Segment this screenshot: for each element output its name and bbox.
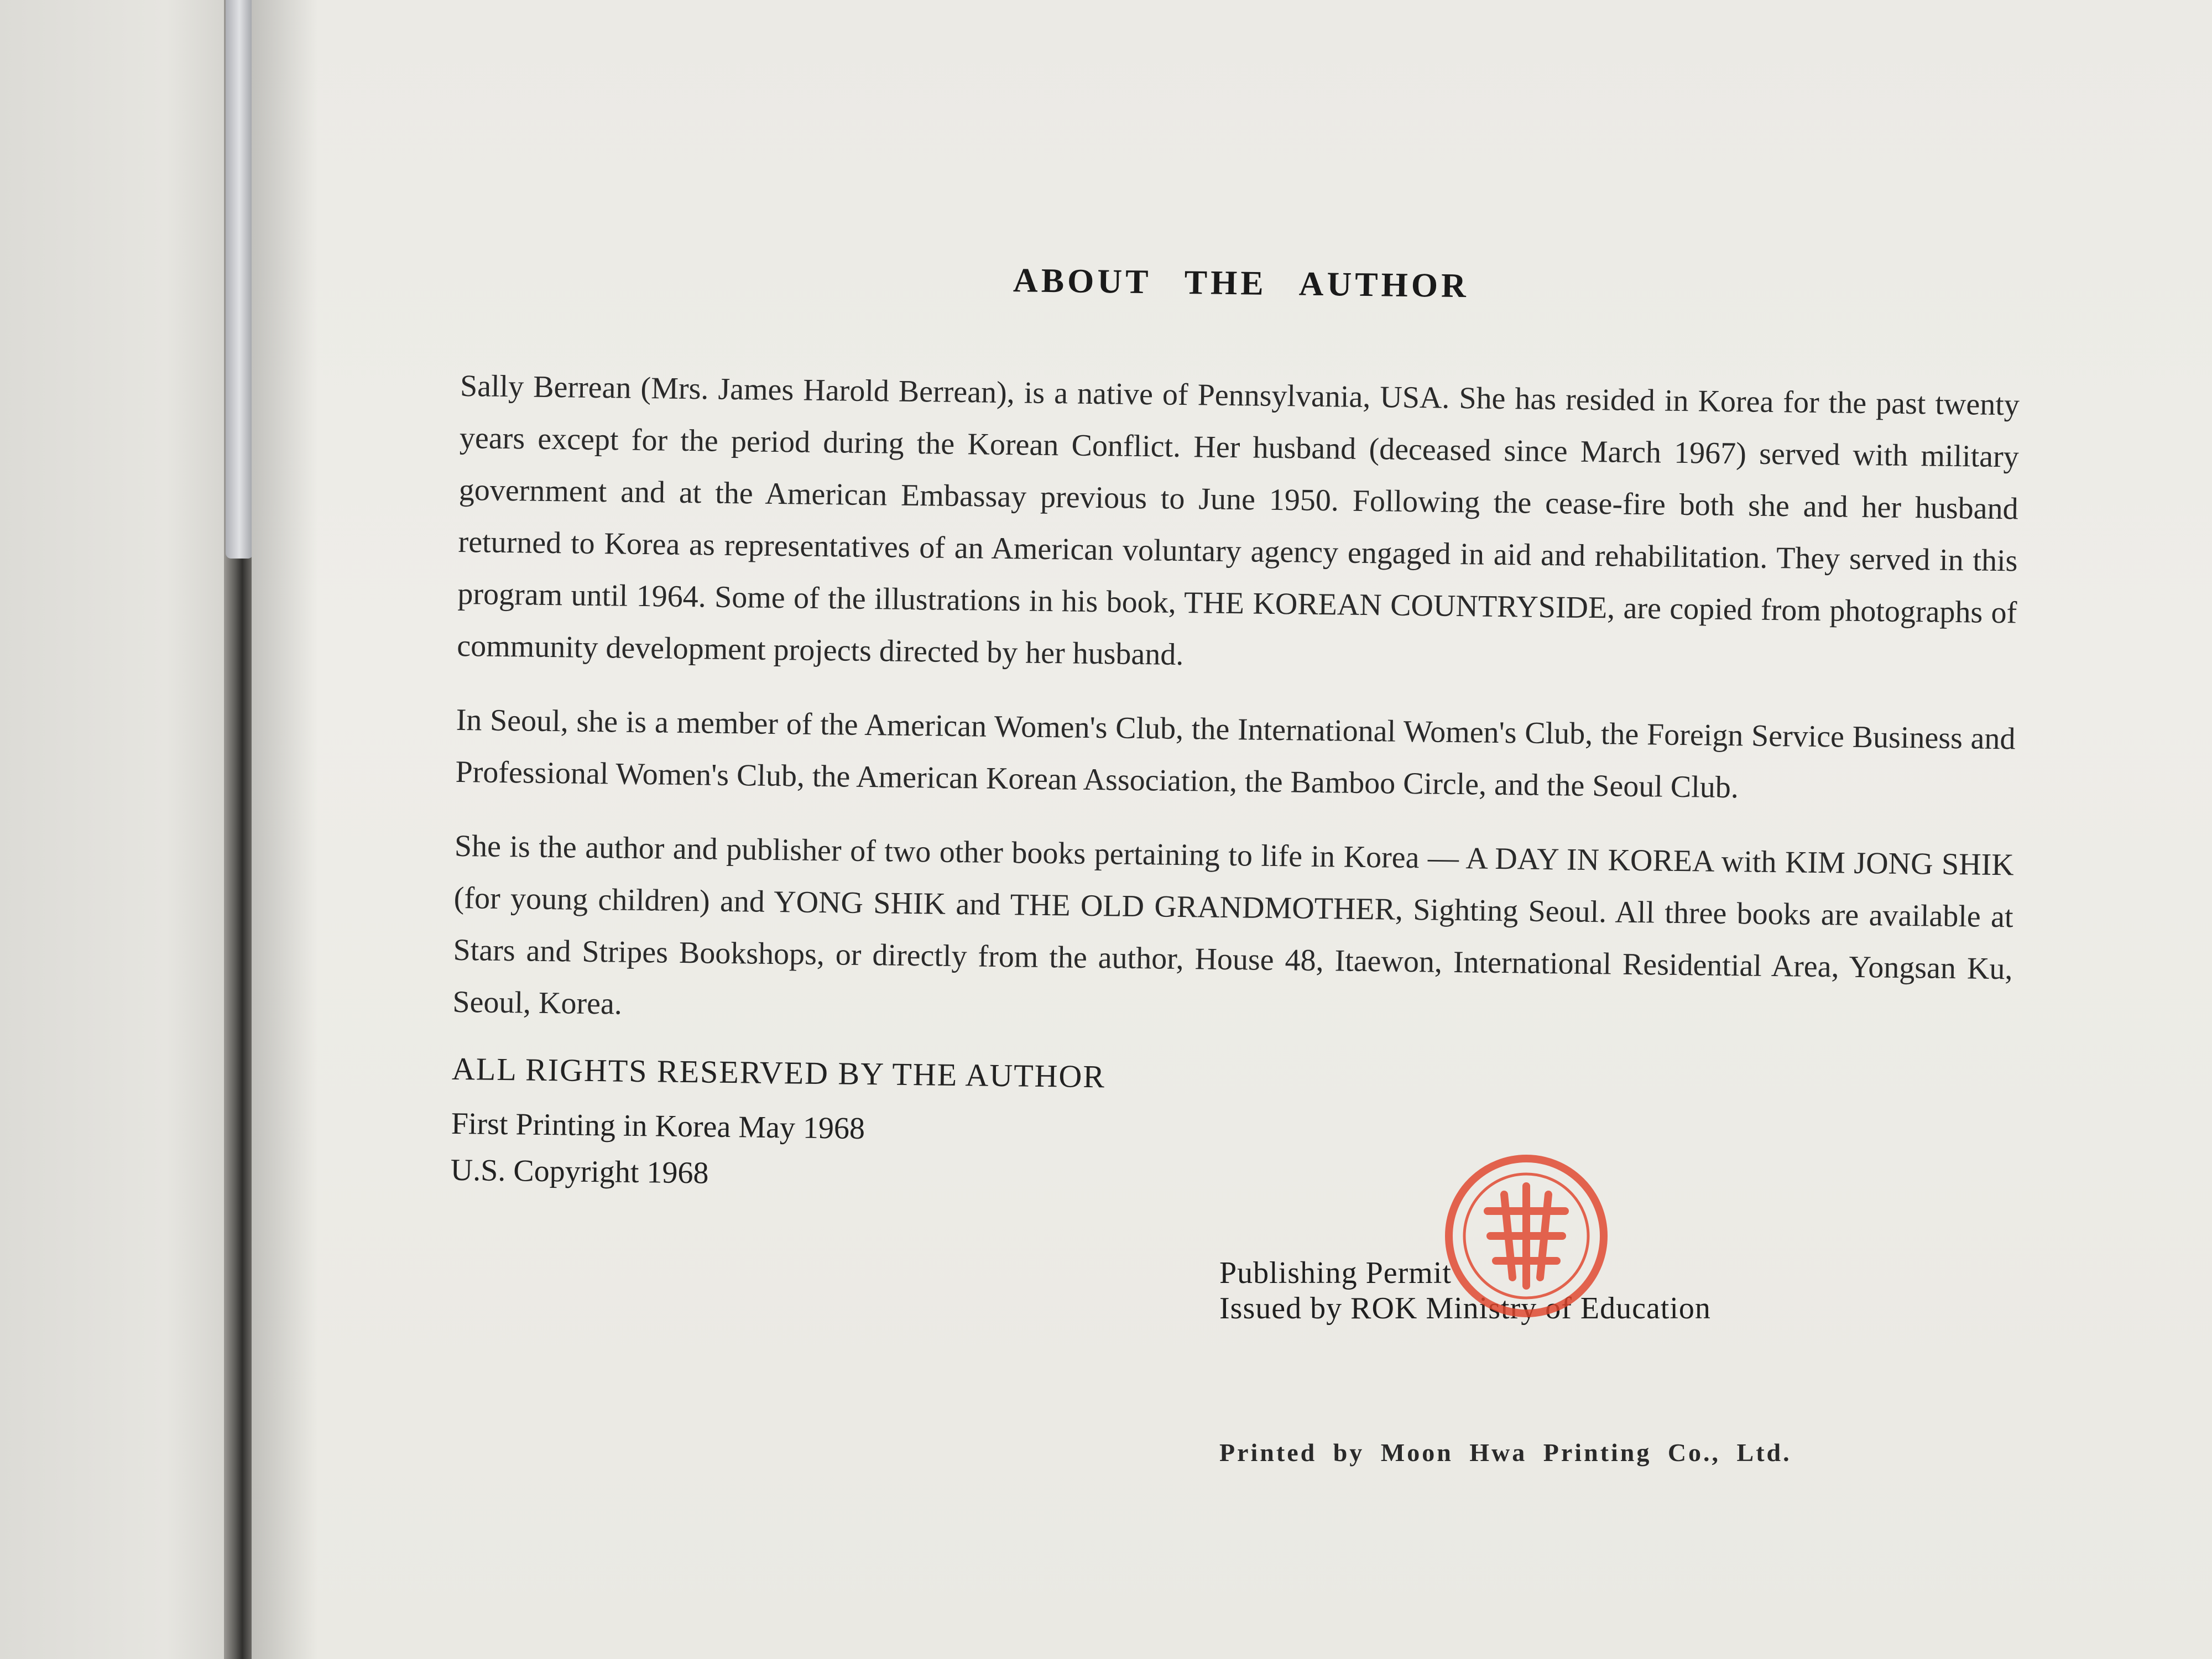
paragraph-biography: Sally Berrean (Mrs. James Harold Berrean), is a native of Pennsylvania, USA. She has resided in Korea for the past twenty years except for the period during the Korean Conflict. Her husband (deceased since March 1967) served with military government and at the American Embassay previous to June 1950. Following the cease-fire both she and her husband returned to Korea as representatives of an American voluntary agency engaged in aid and rehabilitation. They served in this program until 1964. Some of the illustrations in his book, THE KOREAN COUNTRYSIDE, are copied from photographs of community development projects directed by her husband.: [456, 368, 2020, 672]
rights-reserved: ALL RIGHTS RESERVED BY THE AUTHOR: [451, 1050, 1106, 1095]
page-title: ABOUT THE AUTHOR: [1013, 262, 1470, 305]
red-seal-stamp: [1435, 1145, 1618, 1327]
permit-line-2: Issued by ROK Ministry of Education: [1219, 1291, 1711, 1326]
right-page: [252, 0, 2212, 1659]
printer-credit: Printed by Moon Hwa Printing Co., Ltd.: [1219, 1438, 1792, 1467]
paragraph-memberships: In Seoul, she is a member of the American Women's Club, the International Women's Club, the Foreign Service Business and Professional Women's Club, the American Korean Association, the Bamboo Circle, and the Seoul Club.: [455, 702, 2016, 805]
spine-bookmark: [226, 0, 253, 559]
paragraph-other-books: She is the author and publisher of two other books pertaining to life in Korea — A DAY IN KOREA with KIM JONG SHIK (for young children) and YONG SHIK and THE OLD GRANDMOTHER, Sighting Seoul. All three books are available at Stars and Stripes Bookshops, or directly from the author, House 48, Itaewon, International Residential Area, Yongsan Ku, Seoul, Korea.: [452, 828, 2015, 1021]
page-text: [450, 254, 2021, 1207]
first-printing: First Printing in Korea May 1968: [451, 1106, 865, 1146]
copyright-notice: U.S. Copyright 1968: [450, 1152, 709, 1191]
left-page: [0, 0, 238, 1659]
permit-line-1: Publishing Permit: [1219, 1256, 1452, 1290]
